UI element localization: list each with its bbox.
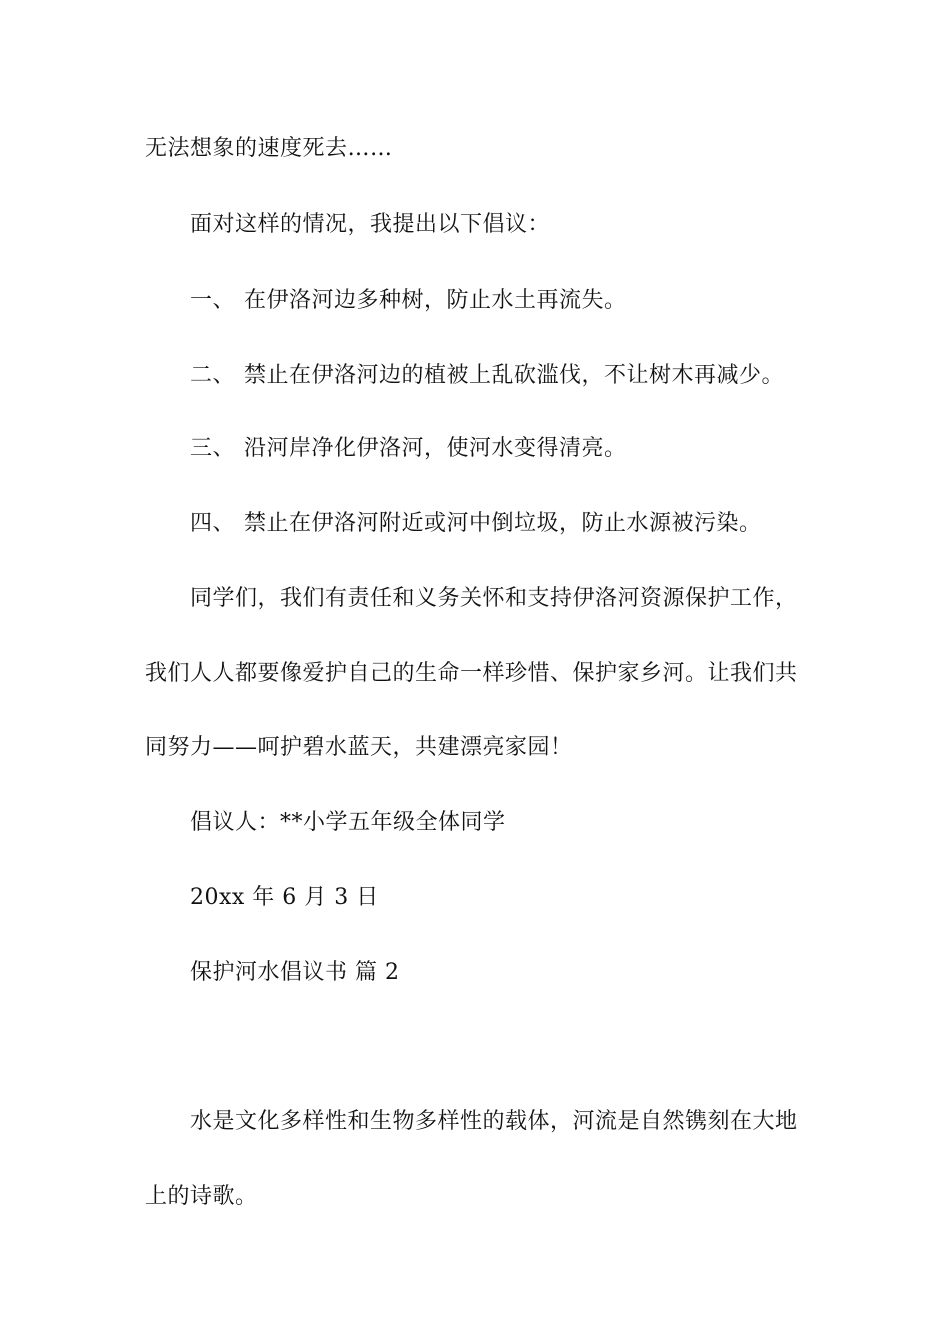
paragraph-line: 水是文化多样性和生物多样性的载体，河流是自然镌刻在大地 [190, 1109, 798, 1134]
section-title: 保护河水倡议书 篇 2 [190, 960, 400, 985]
paragraph-line: 同努力——呵护碧水蓝天，共建漂亮家园！ [145, 735, 573, 760]
paragraph-line: 面对这样的情况，我提出以下倡议： [190, 212, 551, 237]
paragraph-line: 我们人人都要像爱护自己的生命一样珍惜、保护家乡河。让我们共 [145, 661, 798, 686]
proposal-number: 二、 [190, 363, 236, 388]
paragraph-line: 无法想象的速度死去…… [145, 136, 393, 161]
proposal-number: 一、 [190, 288, 236, 313]
proposal-item-2 [190, 361, 784, 391]
proposal-item-1 [190, 286, 627, 316]
paragraph-line: 同学们，我们有责任和义务关怀和支持伊洛河资源保护工作， [190, 586, 798, 611]
proposal-item-4 [190, 509, 762, 539]
paragraph-line: 上的诗歌。 [145, 1184, 258, 1209]
signature-line: 倡议人：**小学五年级全体同学 [190, 810, 506, 835]
proposal-text: 沿河岸净化伊洛河，使河水变得清亮。 [244, 436, 627, 461]
date-line: 20xx 年 6 月 3 日 [190, 885, 379, 910]
proposal-number: 三、 [190, 436, 236, 461]
proposal-number: 四、 [190, 511, 236, 536]
proposal-text: 在伊洛河边多种树，防止水土再流失。 [244, 288, 627, 313]
proposal-item-3 [190, 434, 627, 464]
proposal-text: 禁止在伊洛河边的植被上乱砍滥伐，不让树木再减少。 [244, 363, 785, 388]
proposal-text: 禁止在伊洛河附近或河中倒垃圾，防止水源被污染。 [244, 511, 762, 536]
